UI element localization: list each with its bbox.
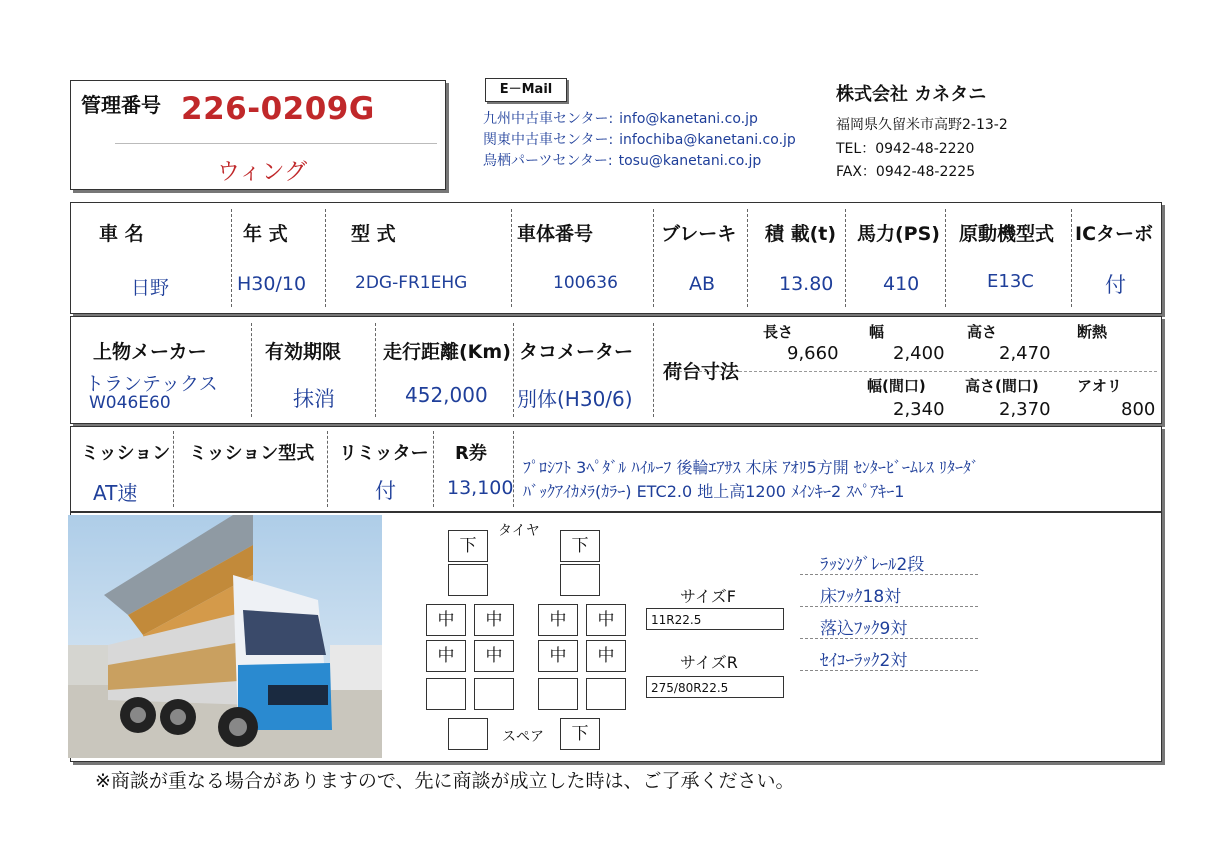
options-line-2: ﾊﾞｯｸｱｲｶﾒﾗ(ｶﾗｰ) ETC2.0 地上高1200 ﾒｲﾝｷｰ2 ｽﾍﾟｱｷｰ1	[523, 482, 905, 501]
company-tel: TEL：0942-48-2220	[836, 141, 975, 157]
tacho-label: タコメーター	[519, 341, 634, 363]
tire-blank	[538, 678, 578, 710]
tire-title: タイヤ	[498, 523, 540, 539]
company-fax: FAX：0942-48-2225	[836, 164, 976, 180]
size-f-label: サイズF	[680, 587, 736, 606]
header-year: 年 式	[243, 223, 288, 245]
inner-height-label: 高さ(間口)	[965, 377, 1039, 395]
inner-width-value: 2,340	[893, 399, 945, 420]
value-turbo: 付	[1105, 273, 1126, 297]
accessory-item: 床ﾌｯｸ18対	[820, 587, 902, 607]
limiter-value: 付	[375, 479, 396, 503]
tire-blank	[474, 678, 514, 710]
header-chassis: 車体番号	[517, 223, 594, 245]
tire-mid: 中	[586, 604, 626, 636]
center-name: 関東中古車センター:	[483, 132, 614, 148]
header-name: 車 名	[99, 223, 144, 245]
value-model: 2DG-FR1EHG	[355, 273, 468, 293]
divider	[115, 143, 437, 144]
tire-mid: 中	[474, 604, 514, 636]
validity-label: 有効期限	[265, 341, 342, 363]
limiter-label: リミッター	[339, 443, 429, 464]
tire-blank	[560, 564, 600, 596]
tire-mid: 中	[426, 604, 466, 636]
center-name: 鳥栖パーツセンター:	[483, 153, 613, 169]
length-value: 9,660	[787, 343, 839, 364]
tire-mid: 中	[586, 640, 626, 672]
tacho-value: 別体(H30/6)	[517, 387, 633, 411]
truck-illustration	[68, 515, 382, 758]
email-row-tosu	[483, 150, 761, 170]
center-name: 九州中古車センター:	[483, 111, 614, 127]
id-box	[70, 80, 446, 190]
value-engine: E13C	[987, 271, 1034, 292]
id-label: 管理番号	[81, 93, 161, 117]
maker-label: 上物メーカー	[93, 341, 207, 363]
mission-type-label: ミッション型式	[189, 443, 315, 464]
header-turbo: ICターボ	[1075, 223, 1154, 245]
body-type: ウィング	[217, 159, 308, 185]
accessory-item: 落込ﾌｯｸ9対	[820, 619, 908, 639]
mileage-label: 走行距離(Km)	[383, 341, 511, 363]
tire-mid: 中	[538, 640, 578, 672]
company-name: 株式会社 カネタニ	[836, 84, 987, 105]
header-engine: 原動機型式	[959, 223, 1055, 245]
insulation-label: 断熱	[1077, 323, 1108, 341]
maker-value: トランテックス	[85, 373, 218, 395]
value-load: 13.80	[779, 273, 834, 295]
size-f-value: 11R22.5	[646, 608, 784, 630]
maker-model: W046E60	[89, 393, 171, 413]
value-name: 日野	[131, 277, 170, 299]
tire-mid: 中	[474, 640, 514, 672]
inner-height-value: 2,370	[999, 399, 1051, 420]
email-row-kanto	[483, 129, 796, 149]
footer-note: ※商談が重なる場合がありますので、先に商談が成立した時は、ご了承ください。	[95, 770, 795, 792]
options-line-1: ﾌﾟﾛｼﾌﾄ 3ﾍﾟﾀﾞﾙ ﾊｲﾙｰﾌ 後輪ｴｱｻｽ 木床 ｱｵﾘ5方開 ｾﾝﾀｰﾋﾞｰﾑﾚｽ ﾘﾀｰﾀﾞ	[523, 458, 979, 477]
company-address: 福岡県久留米市高野2-13-2	[836, 117, 1008, 133]
mission-table	[70, 426, 1162, 512]
tire-blank	[426, 678, 466, 710]
id-number: 226-0209G	[181, 91, 375, 127]
body-spec-table	[70, 316, 1162, 424]
value-power: 410	[883, 273, 920, 295]
header-load: 積 載(t)	[765, 223, 837, 245]
tire-front-left: 下	[448, 530, 488, 562]
aori-label: アオリ	[1077, 377, 1122, 395]
tire-blank	[586, 678, 626, 710]
tire-mid: 中	[426, 640, 466, 672]
spec-table	[70, 202, 1162, 314]
height-value: 2,470	[999, 343, 1051, 364]
email-link[interactable]: tosu@kanetani.co.jp	[618, 153, 762, 169]
tire-mid: 中	[538, 604, 578, 636]
height-label: 高さ	[967, 323, 998, 341]
inner-width-label: 幅(間口)	[867, 377, 926, 395]
size-r-label: サイズR	[680, 653, 738, 672]
mission-label: ミッション	[81, 443, 171, 464]
cargo-label: 荷台寸法	[663, 361, 740, 383]
accessory-item: ﾗｯｼﾝｸﾞﾚｰﾙ2段	[820, 555, 925, 575]
email-row-kyushu	[483, 108, 758, 128]
value-brake: AB	[689, 273, 716, 295]
accessory-item: ｾｲｺｰﾗｯｸ2対	[820, 651, 908, 671]
email-heading: E－Mail	[485, 78, 567, 102]
size-r-value: 275/80R22.5	[646, 676, 784, 698]
spare-tire-blank	[448, 718, 488, 750]
truck-photo	[68, 515, 382, 758]
tire-blank	[448, 564, 488, 596]
value-chassis: 100636	[553, 273, 618, 293]
email-link[interactable]: infochiba@kanetani.co.jp	[619, 132, 796, 148]
header-brake: ブレーキ	[661, 223, 737, 245]
header-model: 型 式	[351, 223, 396, 245]
mission-value: AT速	[93, 481, 138, 505]
value-year: H30/10	[237, 273, 307, 295]
r-label: R券	[455, 443, 487, 464]
email-link[interactable]: info@kanetani.co.jp	[619, 111, 758, 127]
tire-front-right: 下	[560, 530, 600, 562]
length-label: 長さ	[763, 323, 794, 341]
r-value: 13,100	[447, 477, 514, 499]
aori-value: 800	[1121, 399, 1156, 420]
spare-label: スペア	[502, 729, 544, 745]
width-label: 幅	[869, 323, 885, 341]
mileage-value: 452,000	[405, 383, 488, 407]
header-power: 馬力(PS)	[857, 223, 940, 245]
spare-tire: 下	[560, 718, 600, 750]
validity-value: 抹消	[293, 387, 335, 411]
width-value: 2,400	[893, 343, 945, 364]
